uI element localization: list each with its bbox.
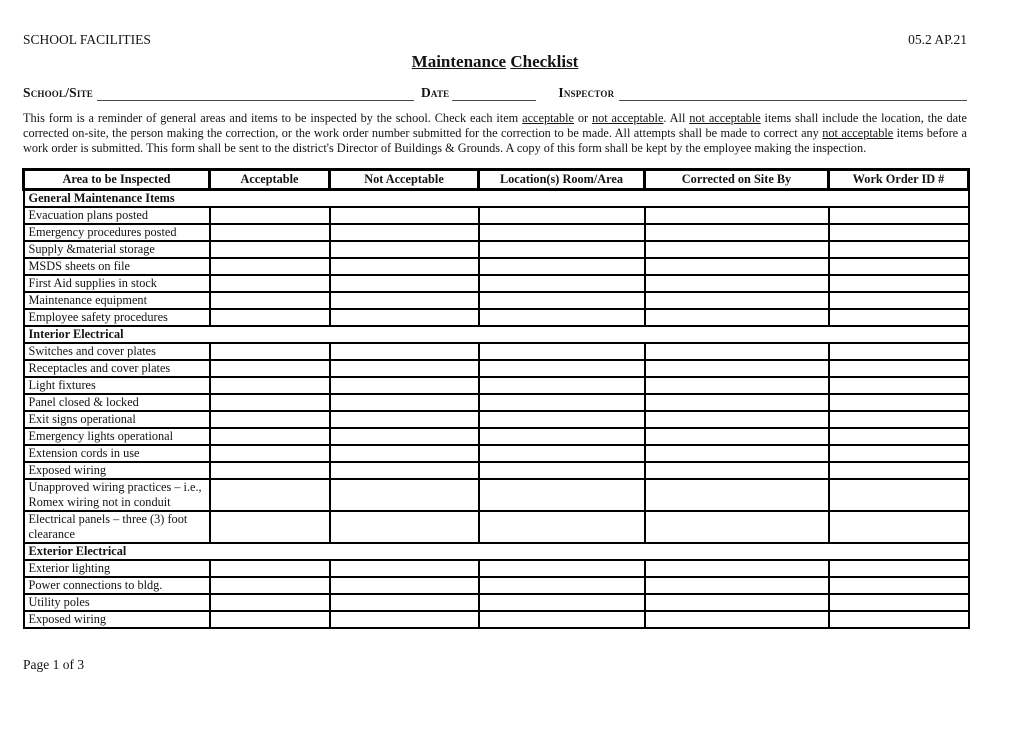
intro-segment: items shall include the location, the date corrected on-site, the person making the correction, or the work order number submitted for the correction to be made. All attempts shall be made to correct any [23,111,967,141]
cell-corrected-by[interactable] [645,577,829,594]
cell-work-order[interactable] [829,275,969,292]
cell-acceptable[interactable] [210,560,330,577]
cell-acceptable[interactable] [210,241,330,258]
cell-location[interactable] [479,577,645,594]
cell-not-acceptable[interactable] [330,428,479,445]
table-row [24,224,969,241]
inspection-item-label: Light fixtures [24,377,210,394]
inspection-item-label: Extension cords in use [24,445,210,462]
cell-not-acceptable[interactable] [330,377,479,394]
cell-location[interactable] [479,241,645,258]
table-row [24,207,969,224]
cell-acceptable[interactable] [210,445,330,462]
table-row [24,560,969,577]
cell-location[interactable] [479,560,645,577]
table-row [24,292,969,309]
cell-work-order[interactable] [829,611,969,628]
intro-paragraph [23,111,967,157]
intro-segment: This form is a reminder of general areas and items to be inspected by the school. Check each item [23,111,523,125]
cell-acceptable[interactable] [210,224,330,241]
section-title: Interior Electrical [24,326,969,343]
cell-corrected-by[interactable] [645,428,829,445]
section-title: Exterior Electrical [24,543,969,560]
intro-segment: not acceptable [591,111,664,125]
column-header: Work Order ID # [829,169,969,189]
intro-segment: acceptable [522,111,574,125]
cell-corrected-by[interactable] [645,462,829,479]
cell-acceptable[interactable] [210,511,330,543]
cell-corrected-by[interactable] [645,275,829,292]
cell-acceptable[interactable] [210,275,330,292]
cell-work-order[interactable] [829,207,969,224]
cell-location[interactable] [479,207,645,224]
cell-corrected-by[interactable] [645,309,829,326]
table-row [24,258,969,275]
cell-work-order[interactable] [829,377,969,394]
inspection-item-label: Unapproved wiring practices – i.e., Romex wiring not in conduit [24,479,210,511]
cell-not-acceptable[interactable] [330,479,479,511]
cell-corrected-by[interactable] [645,241,829,258]
cell-work-order[interactable] [829,560,969,577]
table-row [24,343,969,360]
intro-segment: items before a work order is submitted. This form shall be sent to the district's Director of Buildings & Grounds. A copy of this form shall be kept by the employee making the inspection. [23,126,968,156]
cell-acceptable[interactable] [210,207,330,224]
cell-acceptable[interactable] [210,309,330,326]
intro-segment: not acceptable [689,111,761,125]
cell-not-acceptable[interactable] [330,560,479,577]
cell-work-order[interactable] [829,241,969,258]
cell-work-order[interactable] [829,594,969,611]
cell-location[interactable] [479,309,645,326]
section-header-row [24,189,969,207]
inspection-item-label: Exposed wiring [24,611,210,628]
cell-corrected-by[interactable] [645,445,829,462]
column-header: Not Acceptable [330,169,479,189]
inspection-item-label: Electrical panels – three (3) foot clearance [24,511,210,543]
maintenance-checklist-table [22,168,970,629]
table-row [24,394,969,411]
cell-corrected-by[interactable] [645,511,829,543]
cell-acceptable[interactable] [210,394,330,411]
cell-acceptable[interactable] [210,611,330,628]
cell-acceptable[interactable] [210,577,330,594]
cell-acceptable[interactable] [210,411,330,428]
table-row [24,577,969,594]
org-title: SCHOOL FACILITIES [23,32,151,47]
cell-location[interactable] [479,611,645,628]
inspection-item-label: Exterior lighting [24,560,210,577]
cell-work-order[interactable] [829,343,969,360]
table-row [24,309,969,326]
cell-corrected-by[interactable] [645,207,829,224]
cell-acceptable[interactable] [210,343,330,360]
cell-location[interactable] [479,377,645,394]
cell-not-acceptable[interactable] [330,445,479,462]
cell-not-acceptable[interactable] [330,258,479,275]
cell-work-order[interactable] [829,479,969,511]
inspector-field[interactable] [619,86,967,101]
table-row [24,275,969,292]
cell-corrected-by[interactable] [645,377,829,394]
cell-corrected-by[interactable] [645,611,829,628]
cell-acceptable[interactable] [210,428,330,445]
table-row [24,241,969,258]
cell-corrected-by[interactable] [645,560,829,577]
cell-location[interactable] [479,594,645,611]
inspection-item-label: Evacuation plans posted [24,207,210,224]
cell-corrected-by[interactable] [645,479,829,511]
column-header: Area to be Inspected [24,169,210,189]
cell-location[interactable] [479,292,645,309]
table-body [24,189,969,628]
cell-location[interactable] [479,411,645,428]
cell-location[interactable] [479,275,645,292]
inspection-item-label: Supply &material storage [24,241,210,258]
cell-corrected-by[interactable] [645,292,829,309]
table-row [24,479,969,511]
cell-work-order[interactable] [829,445,969,462]
inspection-item-label: Emergency procedures posted [24,224,210,241]
cell-not-acceptable[interactable] [330,275,479,292]
cell-acceptable[interactable] [210,258,330,275]
inspection-item-label: Switches and cover plates [24,343,210,360]
cell-not-acceptable[interactable] [330,207,479,224]
cell-acceptable[interactable] [210,479,330,511]
page-title [23,51,967,73]
document-header [23,32,967,48]
cell-not-acceptable[interactable] [330,577,479,594]
cell-work-order[interactable] [829,462,969,479]
cell-location[interactable] [479,360,645,377]
cell-not-acceptable[interactable] [330,394,479,411]
cell-work-order[interactable] [829,224,969,241]
cell-work-order[interactable] [829,292,969,309]
cell-location[interactable] [479,511,645,543]
inspection-item-label: MSDS sheets on file [24,258,210,275]
page-title-word-1: Maintenance [411,52,507,71]
page-number: Page 1 of 3 [23,656,85,672]
table-row [24,594,969,611]
inspector-label: Inspector [558,85,615,100]
cell-not-acceptable[interactable] [330,224,479,241]
table-row [24,511,969,543]
section-header-row [24,326,969,343]
cell-acceptable[interactable] [210,360,330,377]
section-header-row [24,543,969,560]
cell-work-order[interactable] [829,577,969,594]
cell-not-acceptable[interactable] [330,241,479,258]
inspection-item-label: Exposed wiring [24,462,210,479]
column-header: Corrected on Site By [645,169,829,189]
cell-corrected-by[interactable] [645,258,829,275]
date-field[interactable] [452,86,536,101]
school-site-field[interactable] [97,86,414,101]
cell-not-acceptable[interactable] [330,360,479,377]
cell-not-acceptable[interactable] [330,462,479,479]
cell-acceptable[interactable] [210,377,330,394]
cell-corrected-by[interactable] [645,594,829,611]
table-row [24,445,969,462]
cell-not-acceptable[interactable] [330,611,479,628]
section-title: General Maintenance Items [24,189,969,207]
cell-not-acceptable[interactable] [330,343,479,360]
cell-work-order[interactable] [829,411,969,428]
intro-segment: or [574,111,592,125]
policy-number: 05.2 AP.21 [908,32,967,47]
cell-not-acceptable[interactable] [330,411,479,428]
inspection-item-label: Receptacles and cover plates [24,360,210,377]
table-row [24,462,969,479]
cell-corrected-by[interactable] [645,394,829,411]
cell-location[interactable] [479,462,645,479]
inspection-item-label: Employee safety procedures [24,309,210,326]
inspection-item-label: Emergency lights operational [24,428,210,445]
inspection-item-label: Maintenance equipment [24,292,210,309]
cell-not-acceptable[interactable] [330,511,479,543]
cell-corrected-by[interactable] [645,224,829,241]
cell-work-order[interactable] [829,428,969,445]
column-header: Acceptable [210,169,330,189]
cell-corrected-by[interactable] [645,343,829,360]
column-header: Location(s) Room/Area [479,169,645,189]
cell-corrected-by[interactable] [645,360,829,377]
form-fields-line [23,82,967,101]
cell-not-acceptable[interactable] [330,309,479,326]
inspection-item-label: Utility poles [24,594,210,611]
page-title-word-2: Checklist [510,52,579,71]
cell-location[interactable] [479,394,645,411]
table-row [24,411,969,428]
cell-work-order[interactable] [829,394,969,411]
table-row [24,377,969,394]
cell-location[interactable] [479,258,645,275]
cell-location[interactable] [479,479,645,511]
intro-segment: not acceptable [822,126,894,141]
cell-acceptable[interactable] [210,462,330,479]
inspection-item-label: Power connections to bldg. [24,577,210,594]
date-label: Date [420,85,450,100]
cell-not-acceptable[interactable] [330,292,479,309]
cell-work-order[interactable] [829,258,969,275]
cell-work-order[interactable] [829,360,969,377]
cell-not-acceptable[interactable] [330,594,479,611]
table-header-row [24,169,969,189]
table-row [24,360,969,377]
cell-work-order[interactable] [829,309,969,326]
cell-location[interactable] [479,343,645,360]
table-header [24,169,969,189]
inspection-item-label: First Aid supplies in stock [24,275,210,292]
cell-location[interactable] [479,428,645,445]
cell-location[interactable] [479,445,645,462]
cell-acceptable[interactable] [210,292,330,309]
cell-acceptable[interactable] [210,594,330,611]
inspection-item-label: Panel closed & locked [24,394,210,411]
intro-segment: . All [663,111,690,125]
school-site-label: School/Site [23,85,93,100]
cell-location[interactable] [479,224,645,241]
table-row [24,428,969,445]
table-row [24,611,969,628]
cell-corrected-by[interactable] [645,411,829,428]
cell-work-order[interactable] [829,511,969,543]
inspection-item-label: Exit signs operational [24,411,210,428]
